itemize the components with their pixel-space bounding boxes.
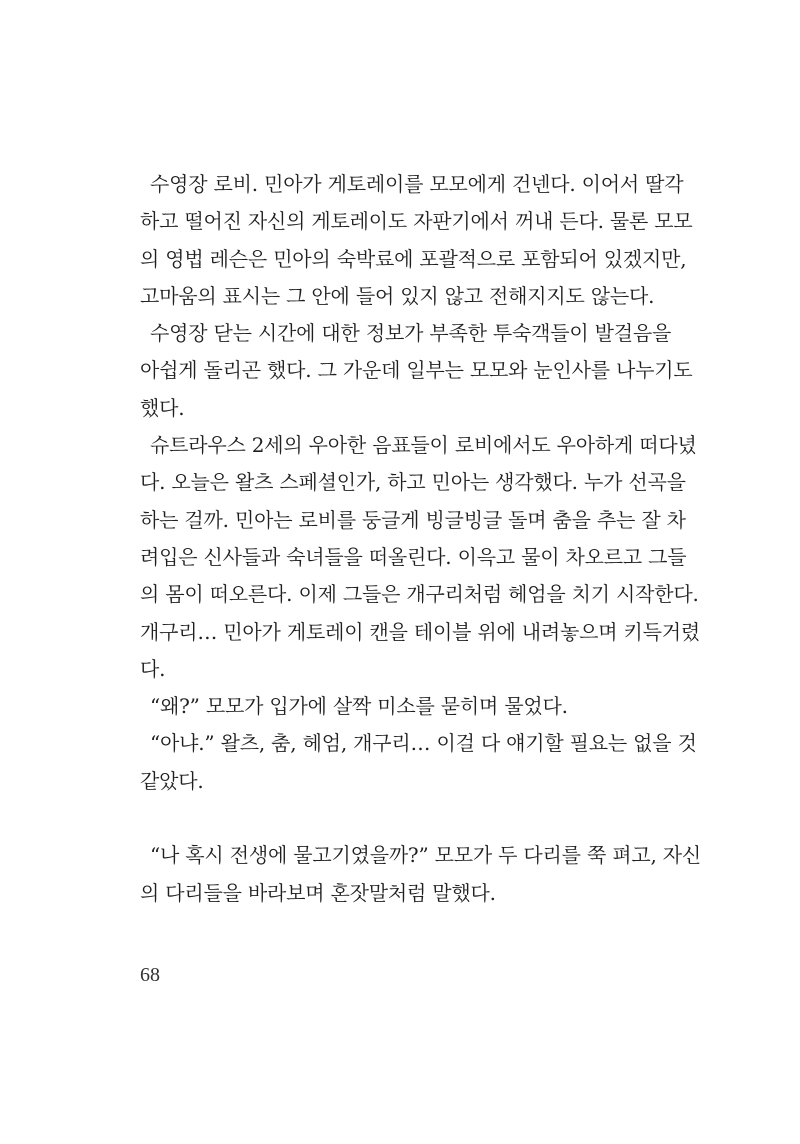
text-line: 하는 걸까. 민아는 로비를 둥글게 빙글빙글 돌며 춤을 추는 잘 차	[140, 507, 686, 532]
text-line: 같았다.	[140, 768, 204, 793]
text-line: 의 다리들을 바라보며 혼잣말처럼 말했다.	[140, 880, 496, 905]
text-line: 아쉽게 돌리곤 했다. 그 가운데 일부는 모모와 눈인사를 나누기도	[140, 358, 693, 383]
blank-line	[140, 800, 652, 837]
text-line: 고마움의 표시는 그 안에 들어 있지 않고 전해지지도 않는다.	[140, 283, 655, 308]
text-line: 다. 오늘은 왈츠 스페셜인가, 하고 민아는 생각했다. 누가 선곡을	[140, 470, 686, 495]
text-line: 수영장 로비. 민아가 게토레이를 모모에게 건넨다. 이어서 딸각	[150, 172, 684, 196]
text-line: “왜?” 모모가 입가에 살짝 미소를 묻히며 물었다.	[150, 694, 568, 719]
text-line: 의 영법 레슨은 민아의 숙박료에 포괄적으로 포함되어 있겠지만,	[140, 246, 687, 271]
page-number: 68	[140, 964, 160, 986]
text-line: 슈트라우스 2세의 우아한 음표들이 로비에서도 우아하게 떠다녔	[150, 433, 697, 458]
text-line: 개구리… 민아가 게토레이 캔을 테이블 위에 내려놓으며 키득거렸	[140, 619, 701, 644]
text-line: 의 몸이 떠오른다. 이제 그들은 개구리처럼 헤엄을 치기 시작한다.	[140, 582, 699, 607]
text-line: 려입은 신사들과 숙녀들을 떠올린다. 이윽고 물이 차오르고 그들	[140, 544, 687, 569]
text-line: 하고 떨어진 자신의 게토레이도 자판기에서 꺼내 든다. 물론 모모	[140, 209, 693, 234]
text-line: “아냐.” 왈츠, 춤, 헤엄, 개구리… 이걸 다 얘기할 필요는 없을 것	[150, 731, 697, 756]
text-line: 했다.	[140, 395, 185, 420]
text-line: 다.	[140, 656, 166, 681]
text-line: “나 혹시 전생에 물고기였을까?” 모모가 두 다리를 쭉 펴고, 자신	[150, 843, 702, 868]
text-line: 수영장 닫는 시간에 대한 정보가 부족한 투숙객들이 발걸음을	[150, 321, 672, 346]
body-text	[140, 166, 702, 912]
